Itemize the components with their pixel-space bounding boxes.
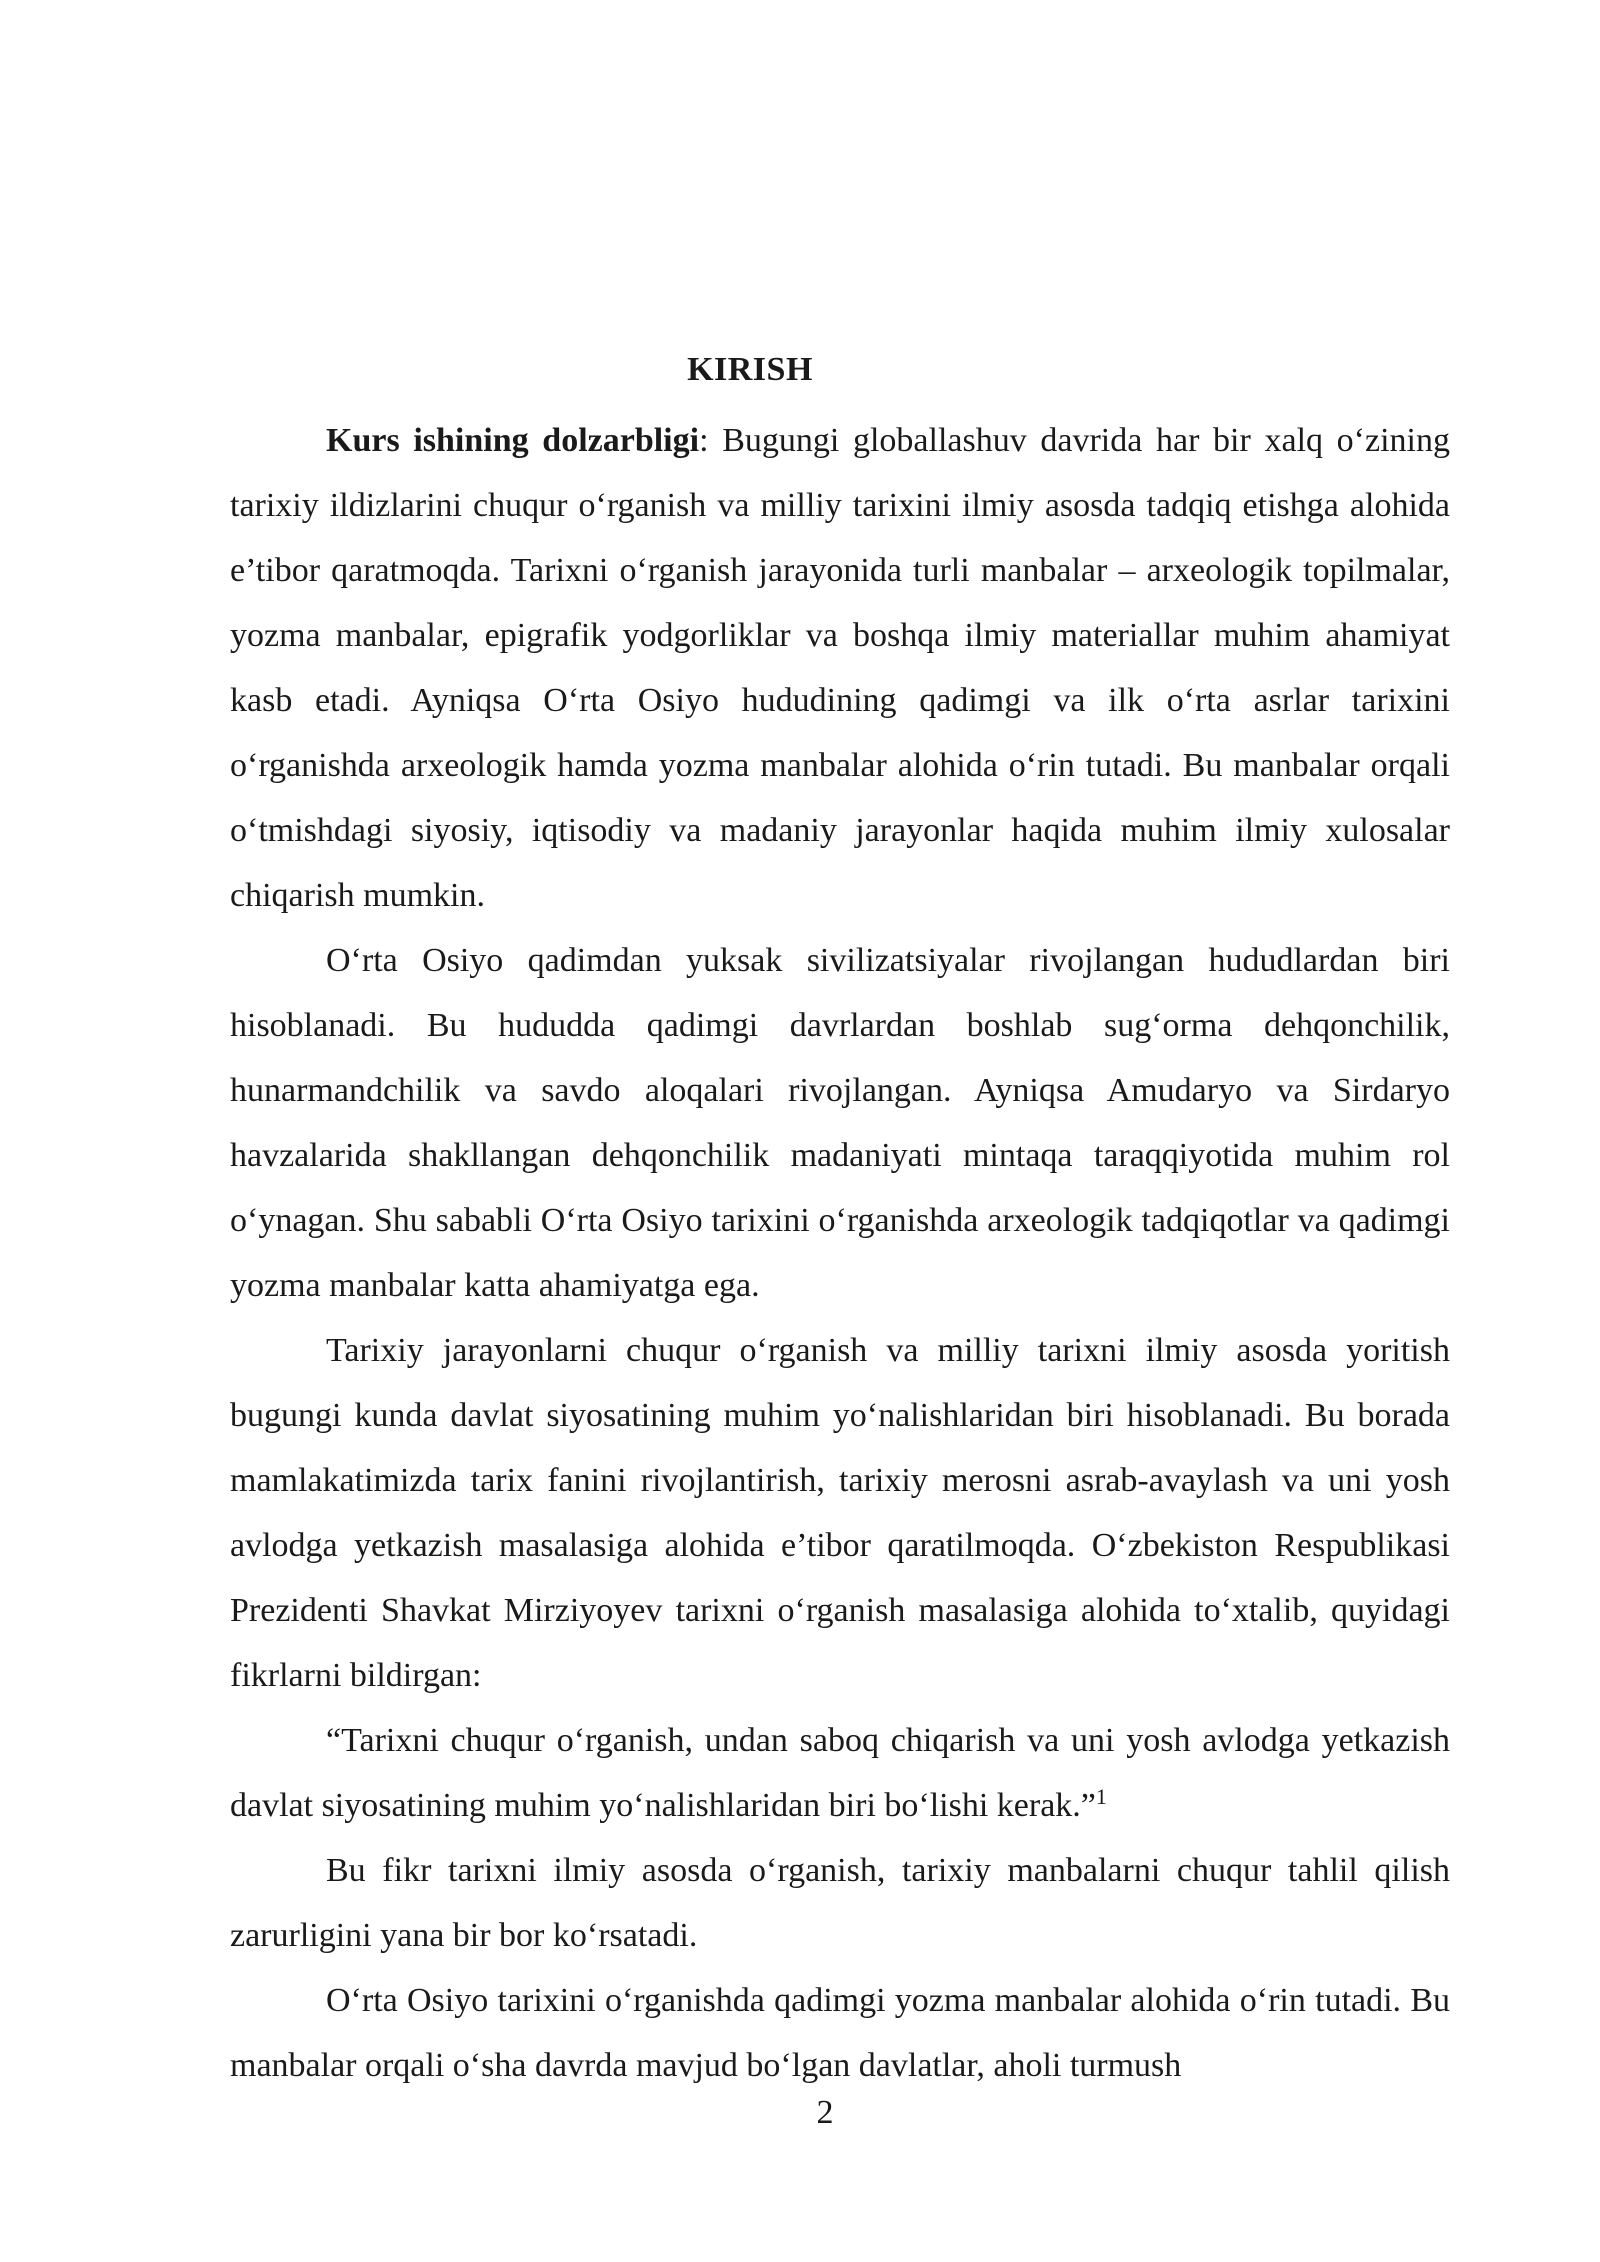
paragraph-lead: Kurs ishining dolzarbligi <box>326 422 700 459</box>
page-number: 2 <box>816 2094 834 2131</box>
lead-separator: : <box>699 422 709 459</box>
body-text <box>230 408 1450 2098</box>
paragraph-text: Bu fikr tarixni ilmiy asosda oʻrganish, tarixiy manbalarni chuqur tahlil qilish zarurligini yana bir bor koʻrsatadi. <box>230 1852 1450 1954</box>
paragraph-text: Tarixiy jarayonlarni chuqur oʻrganish va milliy tarixni ilmiy asosda yoritish bugungi kunda davlat siyosatining muhim yoʻnalishlaridan biri hisoblanadi. Bu borada mamlakatimizda tarix fanini rivojlantirish, tarixiy merosni asrab-avaylash va uni yosh avlodga yetkazish masalasiga alohida e’tibor qaratilmoqda. Oʻzbekiston Respublikasi Prezidenti Shavkat Mirziyoyev tarixni oʻrganish masalasiga alohida toʻxtalib, quyidagi fikrlarni bildirgan: <box>230 1332 1450 1694</box>
paragraph-text: Oʻrta Osiyo qadimdan yuksak sivilizatsiyalar rivojlangan hududlardan biri hisoblanadi. Bu hududda qadimgi davrlardan boshlab sugʻorma dehqonchilik, hunarmandchilik va savdo aloqalari rivojlangan. Ayniqsa Amudaryo va Sirdaryo havzalarida shakllangan dehqonchilik madaniyati mintaqa taraqqiyotida muhim rol oʻynagan. Shu sababli Oʻrta Osiyo tarixini oʻrganishda arxeologik tadqiqotlar va qadimgi yozma manbalar katta ahamiyatga ega. <box>230 942 1450 1304</box>
section-title: KIRISH <box>687 351 813 388</box>
paragraph-commentary <box>230 1838 1450 1968</box>
paragraph-relevance <box>230 408 1450 928</box>
footnote-reference[interactable]: 1 <box>1095 1784 1107 1809</box>
paragraph-written-sources <box>230 1968 1450 2098</box>
quote-text: “Tarixni chuqur oʻrganish, undan saboq chiqarish va uni yosh avlodga yetkazish davlat siyosatining muhim yoʻnalishlaridan biri boʻlishi kerak.” <box>230 1722 1450 1824</box>
paragraph-quote <box>230 1708 1450 1838</box>
paragraph-text: Oʻrta Osiyo tarixini oʻrganishda qadimgi yozma manbalar alohida oʻrin tutadi. Bu manbalar orqali oʻsha davrda mavjud boʻlgan davlatlar, aholi turmush <box>230 1982 1450 2084</box>
paragraph-civilization <box>230 928 1450 1318</box>
paragraph-text: Bugungi globallashuv davrida har bir xalq oʻzining tarixiy ildizlarini chuqur oʻrganish va milliy tarixini ilmiy asosda tadqiq etishga alohida e’tibor qaratmoqda. Tarixni oʻrganish jarayonida turli manbalar – arxeologik topilmalar, yozma manbalar, epigrafik yodgorliklar va boshqa ilmiy materiallar muhim ahamiyat kasb etadi. Ayniqsa Oʻrta Osiyo hududining qadimgi va ilk oʻrta asrlar tarixini oʻrganishda arxeologik hamda yozma manbalar alohida oʻrin tutadi. Bu manbalar orqali oʻtmishdagi siyosiy, iqtisodiy va madaniy jarayonlar haqida muhim ilmiy xulosalar chiqarish mumkin. <box>230 422 1450 914</box>
paragraph-state-policy <box>230 1318 1450 1708</box>
